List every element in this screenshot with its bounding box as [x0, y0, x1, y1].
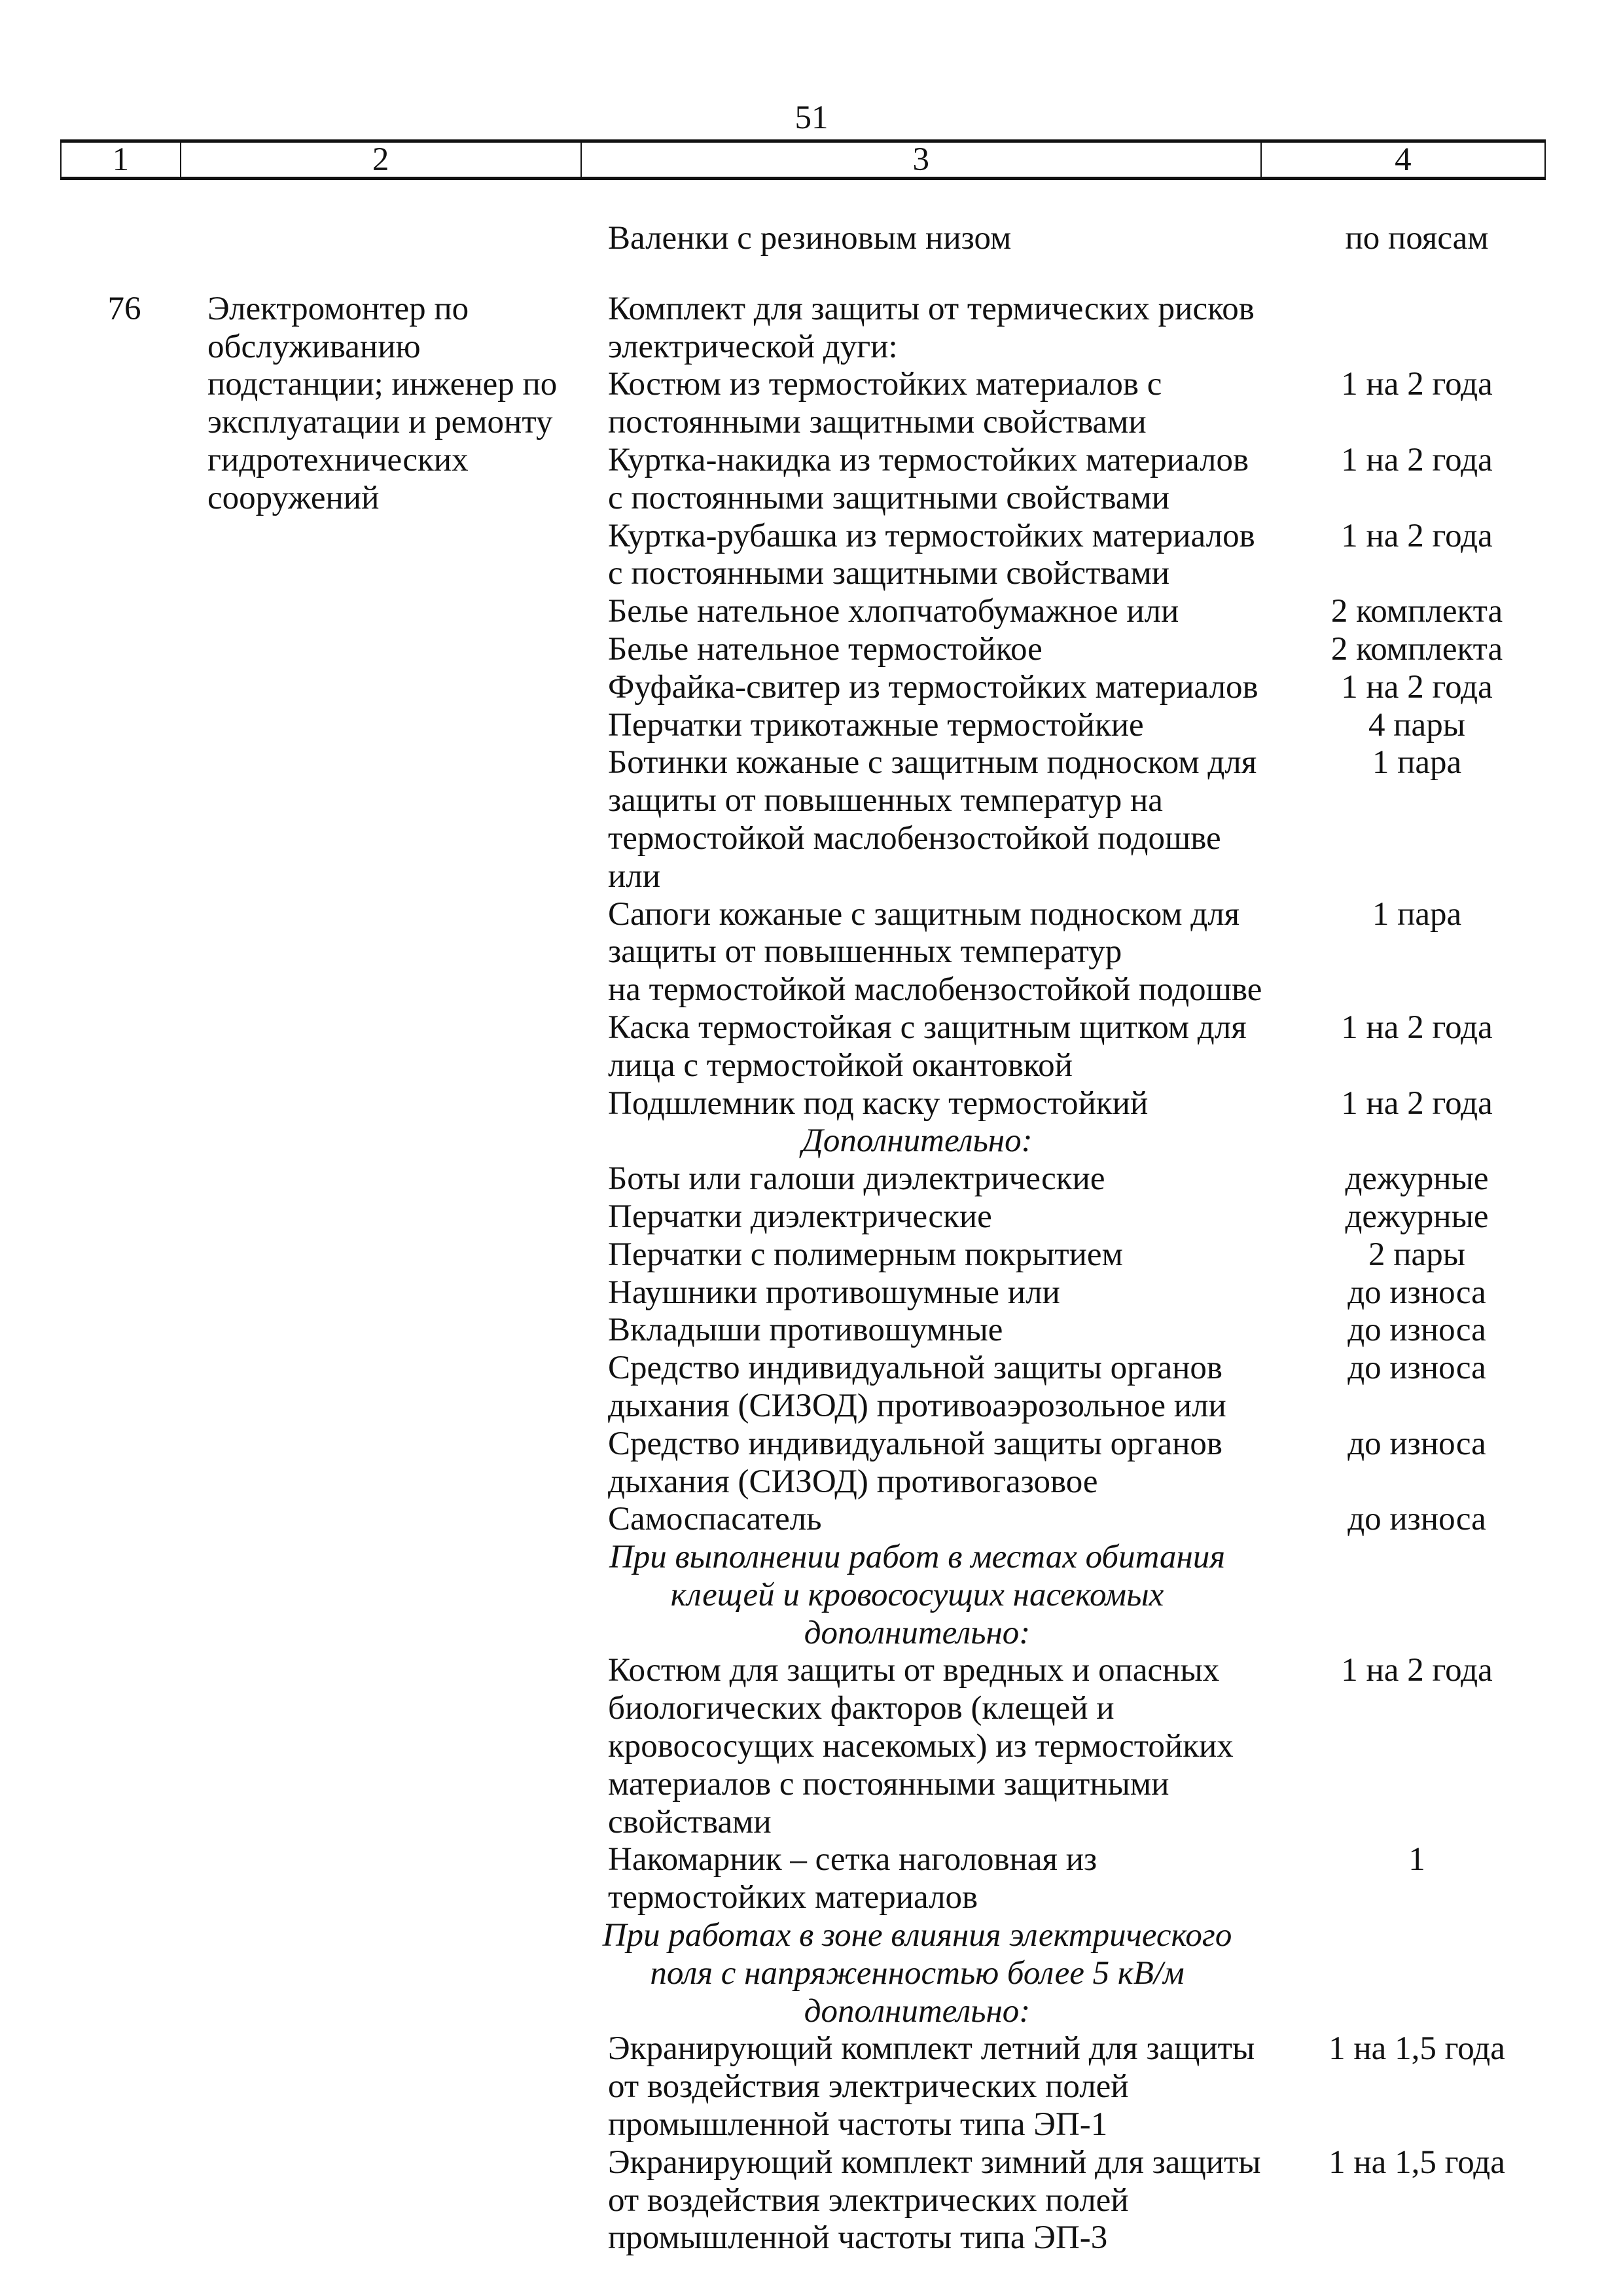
text-line: Накомарник – сетка наголовная из — [608, 1841, 1097, 1878]
profession-line: подстанции; инженер по — [207, 366, 558, 403]
table-row — [0, 1426, 1623, 1501]
issue-norm: 1 на 2 года — [1341, 668, 1493, 706]
issue-norm: 2 комплекта — [1330, 630, 1503, 668]
issue-norm: дежурные — [1345, 1198, 1489, 1235]
table-row — [0, 707, 1623, 745]
table-row — [0, 291, 1623, 367]
text-line: свойствами — [608, 1803, 772, 1840]
profession-line: обслуживанию — [207, 328, 421, 365]
profession-line: эксплуатации и ремонту — [207, 404, 553, 441]
item-name — [608, 2030, 1262, 2144]
issue-norm: 1 на 2 года — [1341, 517, 1493, 554]
table-row — [0, 1085, 1623, 1123]
issue-norm: 1 пара — [1372, 744, 1462, 781]
heading-text — [579, 1122, 1256, 1160]
header-col-2: 2 — [181, 143, 582, 177]
table-row — [0, 593, 1623, 631]
issue-norm: 1 пара — [1372, 895, 1462, 933]
text-line: Сапоги кожаные с защитным подноском для — [608, 895, 1240, 933]
table-row — [0, 1350, 1623, 1426]
table-row — [0, 366, 1623, 442]
item-name — [608, 1350, 1262, 1426]
item-name — [608, 1085, 1262, 1123]
text-line: Фуфайка-свитер из термостойких материалов — [608, 668, 1258, 706]
text-line: Костюм из термостойких материалов с — [608, 366, 1162, 403]
text-line: Экранирующий комплект летний для защиты — [608, 2030, 1255, 2068]
table-row — [0, 1160, 1623, 1198]
item-name — [608, 1501, 1262, 1539]
text-line: с постоянными защитными свойствами — [608, 479, 1170, 516]
text-line: защиты от повышенных температур на — [608, 782, 1163, 819]
text-line: Куртка-накидка из термостойких материалов — [608, 441, 1249, 478]
text-line: Самоспасатель — [608, 1501, 822, 1538]
item-name — [608, 366, 1262, 442]
table-row — [0, 1652, 1623, 1841]
text-line: Куртка-рубашка из термостойких материалов — [608, 517, 1255, 554]
text-line: постоянными защитными свойствами — [608, 404, 1147, 441]
text-line: дополнительно: — [804, 1614, 1031, 1651]
text-line: Экранирующий комплект зимний для защиты — [608, 2144, 1261, 2181]
table-row — [0, 1501, 1623, 1539]
text-line: Каска термостойкая с защитным щитком для — [608, 1009, 1247, 1046]
text-line: При работах в зоне влияния электрического — [602, 1917, 1232, 1954]
text-line: Белье нательное термостойкое — [608, 630, 1043, 668]
issue-norm: дежурные — [1345, 1160, 1489, 1198]
text-line: Боты или галоши диэлектрические — [608, 1160, 1105, 1198]
text-line: промышленной частоты типа ЭП-1 — [608, 2106, 1108, 2144]
text-line: Перчатки с полимерным покрытием — [608, 1236, 1123, 1273]
table-row — [0, 1841, 1623, 1917]
ppe-items — [0, 291, 1623, 2257]
issue-norm: 1 — [1408, 1841, 1425, 1878]
table-row — [0, 518, 1623, 594]
text-line: Наушники противошумные или — [608, 1274, 1060, 1311]
text-line: от воздействия электрических полей — [608, 2068, 1129, 2106]
issue-norm: до износа — [1347, 1425, 1486, 1462]
issue-norm: 4 пары — [1368, 706, 1465, 744]
text-line: термостойкой маслобензостойкой подошве — [608, 819, 1221, 857]
row-number: 76 — [107, 290, 141, 327]
issue-norm: по поясам — [1345, 220, 1489, 257]
text-line: Перчатки трикотажные термостойкие — [608, 706, 1144, 744]
item-name — [608, 1652, 1262, 1841]
table-row-group-76 — [0, 291, 1623, 2257]
heading-text — [579, 1917, 1256, 2030]
issue-norm: 1 на 2 года — [1341, 1085, 1493, 1122]
table-row — [0, 1198, 1623, 1236]
continued-rows — [0, 220, 1623, 258]
issue-norm: 1 на 1,5 года — [1329, 2030, 1505, 2068]
text-line: Валенки с резиновым низом — [608, 220, 1012, 257]
item-name — [608, 442, 1262, 518]
table-row — [0, 896, 1623, 1009]
text-line: дыхания (СИЗОД) противогазовое — [608, 1463, 1098, 1500]
text-line: Ботинки кожаные с защитным подноском для — [608, 744, 1257, 781]
text-line: Вкладыши противошумные — [608, 1312, 1003, 1349]
text-line: термостойких материалов — [608, 1879, 978, 1916]
item-name — [608, 1312, 1262, 1350]
text-line: Дополнительно: — [802, 1122, 1033, 1160]
issue-norm: 1 на 2 года — [1341, 441, 1493, 478]
item-name — [608, 518, 1262, 594]
table-row — [0, 1236, 1623, 1274]
table-row — [0, 744, 1623, 895]
item-name — [608, 1274, 1262, 1312]
section-heading — [0, 1122, 1623, 1160]
header-col-4: 4 — [1395, 141, 1412, 178]
item-name — [608, 707, 1262, 745]
item-name — [608, 593, 1262, 631]
item-name — [608, 1160, 1262, 1198]
text-line: электрической дуги: — [608, 328, 898, 365]
heading-text — [579, 1539, 1256, 1652]
text-line: кровососущих насекомых) из термостойких — [608, 1728, 1234, 1765]
table-row — [0, 2030, 1623, 2144]
text-line: Перчатки диэлектрические — [608, 1198, 992, 1235]
text-line: на термостойкой маслобензостойкой подошве — [608, 971, 1262, 1009]
table-row — [0, 2144, 1623, 2257]
text-line: или — [608, 857, 661, 895]
text-line: от воздействия электрических полей — [608, 2181, 1129, 2219]
header-col-1: 1 — [62, 143, 181, 177]
item-name — [608, 291, 1262, 367]
text-line: лица с термостойкой окантовкой — [608, 1047, 1073, 1084]
item-name — [608, 1426, 1262, 1501]
issue-norm: 1 на 2 года — [1341, 366, 1493, 403]
issue-norm: 2 комплекта — [1330, 593, 1503, 630]
text-line: Белье нательное хлопчатобумажное или — [608, 593, 1179, 630]
text-line: биологических факторов (клещей и — [608, 1690, 1115, 1727]
item-name — [608, 2144, 1262, 2257]
issue-norm: 1 на 2 года — [1341, 1652, 1493, 1689]
issue-norm: 2 пары — [1368, 1236, 1465, 1273]
table-row — [0, 1312, 1623, 1350]
table-row — [0, 442, 1623, 518]
profession-line: сооружений — [207, 479, 380, 516]
item-name — [608, 744, 1262, 895]
table-row — [0, 220, 1623, 258]
item-name — [608, 1841, 1262, 1917]
section-heading — [0, 1917, 1623, 2030]
issue-norm: 1 на 2 года — [1341, 1009, 1493, 1046]
table-body — [0, 220, 1623, 2257]
text-line: материалов с постоянными защитными — [608, 1765, 1169, 1803]
issue-norm: до износа — [1347, 1312, 1486, 1349]
item-name — [608, 1236, 1262, 1274]
text-line: промышленной частоты типа ЭП-3 — [608, 2219, 1108, 2257]
issue-norm: до износа — [1347, 1350, 1486, 1387]
text-line: При выполнении работ в местах обитания — [609, 1539, 1226, 1576]
text-line: Костюм для защиты от вредных и опасных — [608, 1652, 1220, 1689]
item-name — [608, 896, 1262, 1009]
item-name — [608, 1198, 1262, 1236]
section-heading — [0, 1539, 1623, 1652]
item-name — [608, 631, 1262, 669]
text-line: Комплект для защиты от термических рисков — [608, 290, 1255, 327]
item-name — [608, 1009, 1262, 1085]
table-row — [0, 1274, 1623, 1312]
issue-norm: до износа — [1347, 1501, 1486, 1538]
text-line: Средство индивидуальной защиты органов — [608, 1425, 1223, 1462]
table-row — [0, 669, 1623, 707]
header-col-3: 3 — [582, 143, 1262, 177]
text-line: дополнительно: — [804, 1992, 1031, 2030]
text-line: защиты от повышенных температур — [608, 933, 1122, 971]
table-row — [0, 631, 1623, 669]
profession-line: Электромонтер по — [207, 290, 469, 327]
text-line: дыхания (СИЗОД) противоаэрозольное или — [608, 1387, 1226, 1424]
text-line: поля с напряженностью более 5 кВ/м — [650, 1954, 1185, 1992]
table-row — [0, 1009, 1623, 1085]
text-line: Подшлемник под каску термостойкий — [608, 1085, 1149, 1122]
profession-line: гидротехнических — [207, 441, 469, 478]
text-line: с постоянными защитными свойствами — [608, 555, 1170, 592]
item-name — [608, 669, 1262, 707]
text-line: Средство индивидуальной защиты органов — [608, 1350, 1223, 1387]
issue-norm: 1 на 1,5 года — [1329, 2144, 1505, 2181]
issue-norm: до износа — [1347, 1274, 1486, 1311]
text-line: клещей и кровососущих насекомых — [670, 1576, 1164, 1613]
item-name — [608, 220, 1262, 258]
page-number: 51 — [794, 99, 829, 136]
table-header-row — [60, 139, 1546, 180]
